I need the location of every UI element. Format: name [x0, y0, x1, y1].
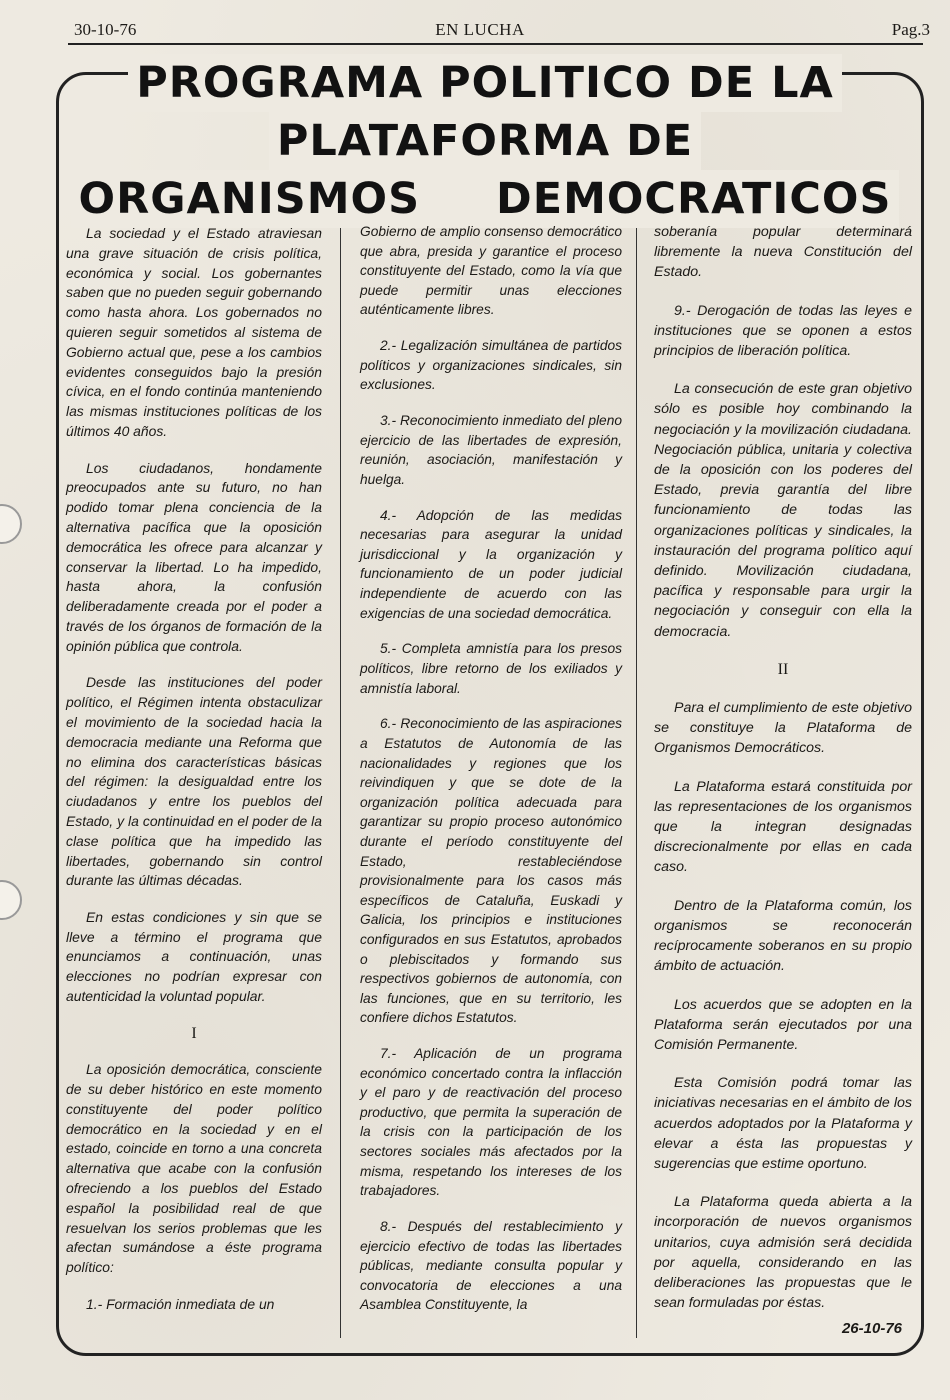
- binder-hole: [0, 880, 22, 920]
- column-1: [66, 224, 322, 1331]
- paragraph: 1.- Formación inmediata de un: [86, 1295, 275, 1312]
- title-line-2: PLATAFORMA DE: [269, 112, 701, 170]
- paragraph: Dentro de la Plataforma común, los organismos se reconocerán recíprocamente soberanos en su propio ámbito de actuación.: [654, 897, 912, 975]
- column-divider: [636, 228, 637, 1338]
- list-item: 2.- Legalización simultánea de partidos políticos y organizaciones sindicales, sin exclusiones.: [360, 338, 622, 393]
- list-item: 5.- Completa amnistía para los presos políticos, libre retorno de los exiliados y amnistía laboral.: [360, 641, 622, 696]
- paragraph: En estas condiciones y sin que se lleve a término el programa que enunciamos a continuación, unas elecciones no podrían expresar con autenticidad la voluntad popular.: [66, 908, 322, 1005]
- paragraph: La Plataforma estará constituida por las representaciones de los organismos que la integran designadas discrecionalmente por ellas en cada caso.: [654, 778, 912, 876]
- section-number: II: [777, 660, 789, 678]
- publication-name: EN LUCHA: [435, 20, 525, 39]
- section-number: I: [191, 1024, 197, 1042]
- column-3: [654, 222, 912, 1331]
- header-rule: [68, 43, 923, 45]
- list-item: 7.- Aplicación de un programa económico concertado contra la inflacción y el paro y de reactivación del proceso productivo, que permita la superación de la crisis con la participación de los sectores sociales más afectados por la misma, respetando los intereses de los trabajadores.: [360, 1046, 622, 1199]
- paragraph: Gobierno de amplio consenso democrático que abra, presida y garantice el proceso constituyente del Estado, como la vía que puede permitir unas elecciones auténticamente libres.: [360, 224, 622, 318]
- paragraph: soberanía popular determinará libremente la nueva Constitución del Estado.: [654, 224, 912, 281]
- article-title: [60, 54, 910, 228]
- list-item: 8.- Después del restablecimiento y ejercicio efectivo de todas las libertades públicas, mediante consulta popular y convocatoria de elecciones a una Asamblea Constituyente, la: [360, 1219, 622, 1313]
- issue-date: 30-10-76: [74, 20, 137, 39]
- list-item: 9.- Derogación de todas las leyes e instituciones que se oponen a estos principios de liberación política.: [654, 302, 912, 360]
- paragraph: Desde las instituciones del poder político, el Régimen intenta obstaculizar el movimiento de la sociedad hacia la democracia mediante una Reforma que no elimina dos características básicas del régimen: la desigualdad entre los ciudadanos y entre los pueblos del Estado, y la continuidad en el poder de la clase política que ha impedido las libertades, gobernando sin control durante las últimas décadas.: [66, 674, 322, 889]
- paragraph: Los ciudadanos, hondamente preocupados ante su futuro, no han podido tomar plena conciencia de la alternativa pacífica que la oposición democrática les ofrece para alcanzar y conservar la libertad. Lo ha impedido, hasta ahora, la confusión deliberadamente creada por el poder a través de los órganos de formación de la opinión pública que controla.: [66, 459, 322, 654]
- paragraph: Los acuerdos que se adopten en la Plataforma serán ejecutados por una Comisión Permanente.: [654, 996, 912, 1053]
- page-header: [60, 20, 930, 44]
- list-item: 4.- Adopción de las medidas necesarias para asegurar la unidad jurisdiccional y la organización y funcionamiento de un poder judicial independiente de acuerdo con las exigencias de una sociedad democrática.: [360, 507, 622, 621]
- title-line-1: PROGRAMA POLITICO DE LA: [128, 54, 842, 112]
- list-item: 6.- Reconocimiento de las aspiraciones a Estatutos de Autonomía de las nacionalidades y regiones que los reivindiquen y que se dote de la organización política adecuada para garantizar su propio proceso autonómico durante el período constituyente del Estado, restableciéndose provisionalmente para los casos más específicos de Cataluña, Euskadi y Galicia, los principios e instituciones configurados en sus Estatutos, aprobados o plebiscitados y formando sus respectivos gobiernos de autonomía, con las funciones, que en su territorio, les confiere dichos Estatutos.: [360, 716, 622, 1026]
- title-line-3: ORGANISMOS DEMOCRATICOS: [71, 170, 900, 228]
- column-2: [360, 222, 622, 1331]
- binder-hole: [0, 504, 22, 544]
- paragraph: La consecución de este gran objetivo sólo es posible hoy combinando la negociación y la movilización ciudadana. Negociación pública, unitaria y colectiva de la oposición con los poderes del Estado, previa garantía del libre funcionamiento de todas las organizaciones políticas y sindicales, la instauración del programa político aquí definido. Movilización ciudadana, pacífica y responsable para urgir la negociación y conseguir con ella la democracia.: [654, 381, 912, 640]
- paragraph: Para el cumplimiento de este objetivo se constituye la Plataforma de Organismos Democráticos.: [654, 700, 912, 757]
- paragraph: La oposición democrática, consciente de su deber histórico en este momento constituyente del poder político democrático en la sociedad y en el estado, coincide en torno a una concreta alternativa que acabe con la confusión ofreciendo a los pueblos del Estado español la posibilidad real de que resuelvan los serios problemas que les afectan sumándose a éste programa político:: [66, 1061, 322, 1276]
- paragraph: La Plataforma queda abierta a la incorporación de nuevos organismos unitarios, cuya admisión será decidida por aquella, considerando en las deliberaciones las propuestas que le sean formuladas por éstas.: [654, 1194, 912, 1312]
- document-date: 26-10-76: [841, 1320, 902, 1337]
- column-divider: [340, 228, 341, 1338]
- list-item: 3.- Reconocimiento inmediato del pleno ejercicio de las libertades de expresión, reunión, asociación, manifestación y huelga.: [360, 413, 622, 487]
- paragraph: Esta Comisión podrá tomar las iniciativas necesarias en el ámbito de los acuerdos adoptados por la Plataforma y elevar a ésta las propuestas y sugerencias que estime oportuno.: [654, 1075, 912, 1172]
- paragraph: La sociedad y el Estado atraviesan una grave situación de crisis política, económica y social. Los gobernantes saben que no pueden seguir gobernando como hasta ahora. Los gobernados no quieren seguir sometidos al sistema de Gobierno actual que, pese a los cambios evidentes conseguidos bajo la presión cívica, en el fondo continúa manteniendo las mismas instituciones políticas de los últimos 40 años.: [66, 225, 322, 439]
- page-number: Pag.3: [891, 20, 930, 39]
